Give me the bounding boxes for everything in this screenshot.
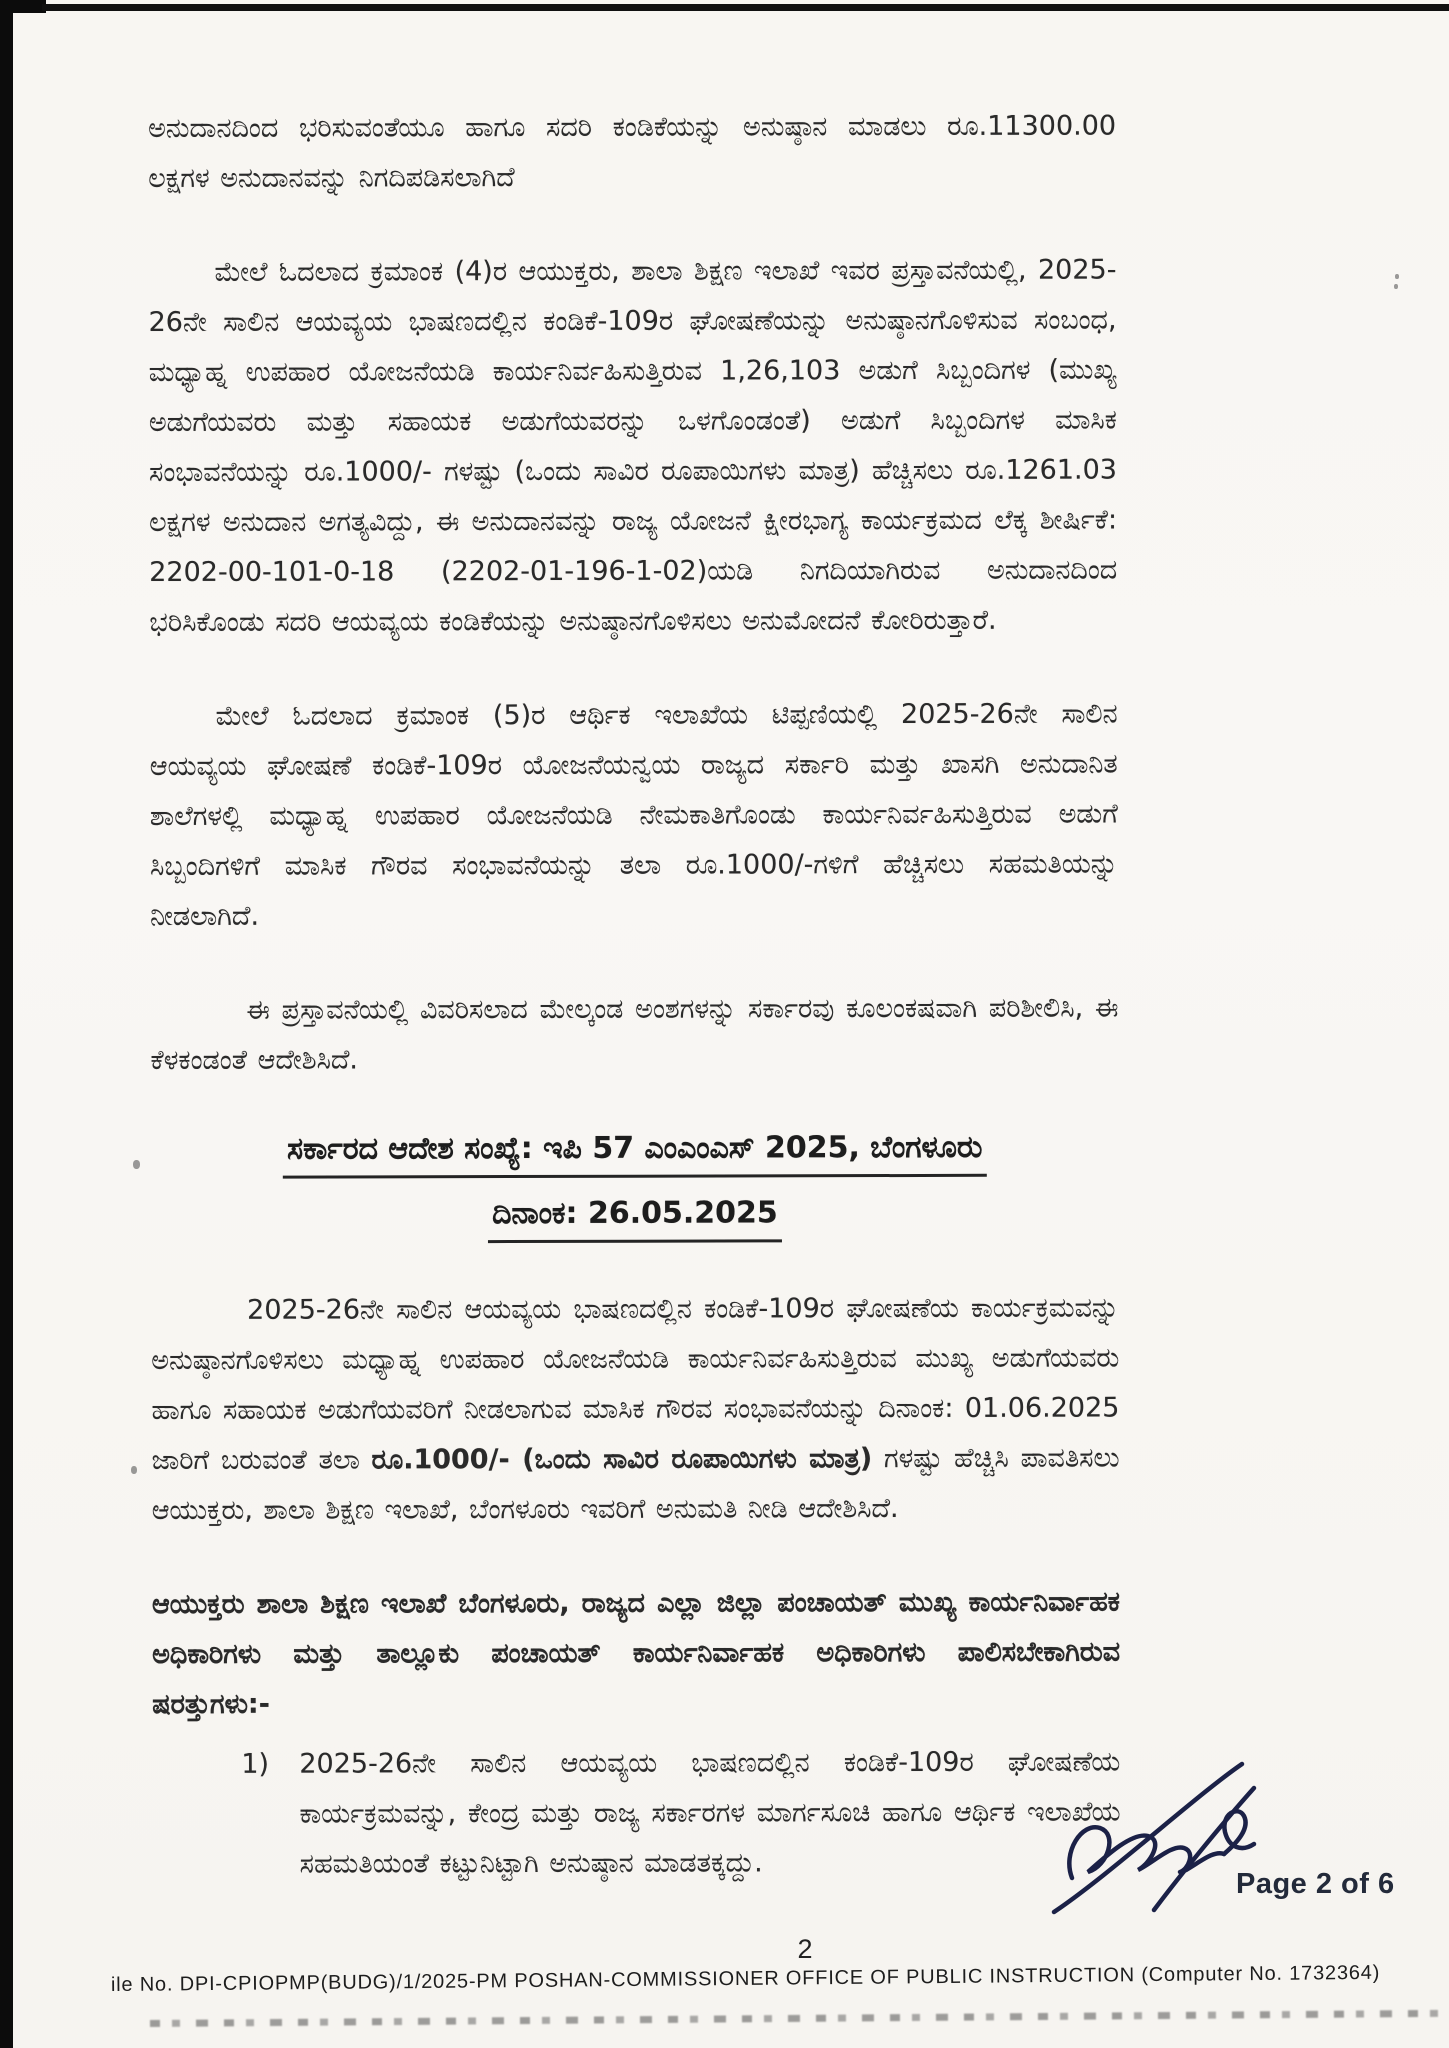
government-order-heading bbox=[151, 1127, 1119, 1244]
condition-item-1 bbox=[152, 1737, 1120, 1890]
order-amount-bold: ರೂ.1000/- (ಒಂದು ಸಾವಿರ ರೂಪಾಯಿಗಳು ಮಾತ್ರ) bbox=[371, 1443, 873, 1476]
paragraph-proposal-ref4: ಮೇಲೆ ಓದಲಾದ ಕ್ರಮಾಂಕ (4)ರ ಆಯುಕ್ತರು, ಶಾಲಾ ಶಿಕ್ಷಣ ಇಲಾಖೆ ಇವರ ಪ್ರಸ್ತಾವನೆಯಲ್ಲಿ, 2025-26ನೇ ಸಾಲಿನ ಆಯವ್ಯಯ ಭಾಷಣದಲ್ಲಿನ ಕಂಡಿಕೆ-109ರ ಘೋಷಣೆಯನ್ನು ಅನುಷ್ಠಾನಗೊಳಿಸುವ ಸಂಬಂಧ, ಮಧ್ಯಾಹ್ನ ಉಪಹಾರ ಯೋಜನೆಯಡಿ ಕಾರ್ಯನಿರ್ವಹಿಸುತ್ತಿರುವ 1,26,103 ಅಡುಗೆ ಸಿಬ್ಬಂದಿಗಳ (ಮುಖ್ಯ ಅಡುಗೆಯವರು ಮತ್ತು ಸಹಾಯಕ ಅಡುಗೆಯವರನ್ನು ಒಳಗೊಂಡಂತೆ) ಅಡುಗೆ ಸಿಬ್ಬಂದಿಗಳ ಮಾಸಿಕ ಸಂಭಾವನೆಯನ್ನು ರೂ.1000/- ಗಳಷ್ಟು (ಒಂದು ಸಾವಿರ ರೂಪಾಯಿಗಳು ಮಾತ್ರ) ಹೆಚ್ಚಿಸಲು ರೂ.1261.03 ಲಕ್ಷಗಳ ಅನುದಾನ ಅಗತ್ಯವಿದ್ದು, ಈ ಅನುದಾನವನ್ನು ರಾಜ್ಯ ಯೋಜನೆ ಕ್ಷೀರಭಾಗ್ಯ ಕಾರ್ಯಕ್ರಮದ ಲೆಕ್ಕ ಶೀರ್ಷಿಕೆ: 2202-00-101-0-18 (2202-01-196-1-02)ಯಡಿ ನಿಗದಿಯಾಗಿರುವ ಅನುದಾನದಿಂದ ಭರಿಸಿಕೊಂಡು ಸದರಿ ಆಯವ್ಯಯ ಕಂಡಿಕೆಯನ್ನು ಅನುಷ್ಠಾನಗೊಳಿಸಲು ಅನುಮೋದನೆ ಕೋರಿರುತ್ತಾರೆ. bbox=[148, 254, 1118, 638]
order-date-line: ದಿನಾಂಕ: 26.05.2025 bbox=[488, 1193, 782, 1243]
page-badge: Page 2 of 6 bbox=[1236, 1868, 1395, 1900]
scan-speck bbox=[1395, 274, 1399, 279]
paragraph-conditions-intro: ಆಯುಕ್ತರು ಶಾಲಾ ಶಿಕ್ಷಣ ಇಲಾಖೆ ಬೆಂಗಳೂರು, ರಾಜ್ಯದ ಎಲ್ಲಾ ಜಿಲ್ಲಾ ಪಂಚಾಯತ್ ಮುಖ್ಯ ಕಾರ್ಯನಿರ್ವಾಹಕ ಅಧಿಕಾರಿಗಳು ಮತ್ತು ತಾಲ್ಲೂಕು ಪಂಚಾಯತ್ ಕಾರ್ಯನಿರ್ವಾಹಕ ಅಧಿಕಾರಿಗಳು ಪಾಲಿಸಬೇಕಾಗಿರುವ ಷರತ್ತುಗಳು:- bbox=[151, 1586, 1121, 1720]
order-number-line: ಸರ್ಕಾರದ ಆದೇಶ ಸಂಖ್ಯೆ: ಇಪಿ 57 ಎಂಎಂಎಸ್ 2025, ಬೆಂಗಳೂರು bbox=[283, 1128, 986, 1179]
scan-speck bbox=[131, 1466, 137, 1474]
order-text-post: ಗಳಷ್ಟು ಹೆಚ್ಚಿಸಿ ಪಾವತಿಸಲು ಆಯುಕ್ತರು, ಶಾಲಾ ಶಿಕ್ಷಣ ಇಲಾಖೆ, ಬೆಂಗಳೂರು ಇವರಿಗೆ ಅನುಮತಿ ನೀಡಿ ಆದೇಶಿಸಿದೆ. bbox=[151, 1442, 1120, 1526]
paragraph-order bbox=[151, 1283, 1120, 1536]
paragraph-finance-ref5: ಮೇಲೆ ಓದಲಾದ ಕ್ರಮಾಂಕ (5)ರ ಆರ್ಥಿಕ ಇಲಾಖೆಯ ಟಿಪ್ಪಣಿಯಲ್ಲಿ 2025-26ನೇ ಸಾಲಿನ ಆಯವ್ಯಯ ಘೋಷಣೆ ಕಂಡಿಕೆ-109ರ ಯೋಜನೆಯನ್ವಯ ರಾಜ್ಯದ ಸರ್ಕಾರಿ ಮತ್ತು ಖಾಸಗಿ ಅನುದಾನಿತ ಶಾಲೆಗಳಲ್ಲಿ ಮಧ್ಯಾಹ್ನ ಉಪಹಾರ ಯೋಜನೆಯಡಿ ನೇಮಕಾತಿಗೊಂಡು ಕಾರ್ಯನಿರ್ವಹಿಸುತ್ತಿರುವ ಅಡುಗೆ ಸಿಬ್ಬಂದಿಗಳಿಗೆ ಮಾಸಿಕ ಗೌರವ ಸಂಭಾವನೆಯನ್ನು ತಲಾ ರೂ.1000/-ಗಳಿಗೆ ಹೆಚ್ಚಿಸಲು ಸಹಮತಿಯನ್ನು ನೀಡಲಾಗಿದೆ. bbox=[149, 698, 1119, 932]
cutoff-footer-line bbox=[150, 2010, 1440, 2027]
paragraph-continuation: ಅನುದಾನದಿಂದ ಭರಿಸುವಂತೆಯೂ ಹಾಗೂ ಸದರಿ ಕಂಡಿಕೆಯನ್ನು ಅನುಷ್ಠಾನ ಮಾಡಲು ರೂ.11300.00 ಲಕ್ಷಗಳ ಅನುದಾನವನ್ನು ನಿಗದಿಪಡಿಸಲಾಗಿದೆ bbox=[148, 110, 1117, 194]
scan-edge-left bbox=[0, 0, 13, 2048]
signature-icon bbox=[1038, 1758, 1308, 1933]
file-reference-footer: ile No. DPI-CPIOPMP(BUDG)/1/2025-PM POSHAN-COMMISSIONER OFFICE OF PUBLIC INSTRUCTION (Computer No. 1732364) bbox=[110, 1961, 1381, 1996]
condition-item-number: 1) bbox=[241, 1748, 270, 1780]
scan-edge-top bbox=[42, 4, 1449, 11]
page-number: 2 bbox=[797, 1934, 813, 1964]
order-text-pre: 2025-26ನೇ ಸಾಲಿನ ಆಯವ್ಯಯ ಭಾಷಣದಲ್ಲಿನ ಕಂಡಿಕೆ-109ರ ಘೋಷಣೆಯ ಕಾರ್ಯಕ್ರಮವನ್ನು ಅನುಷ್ಠಾನಗೊಳಿಸಲು ಮಧ್ಯಾಹ್ನ ಉಪಹಾರ ಯೋಜನೆಯಡಿ ಕಾರ್ಯನಿರ್ವಹಿಸುತ್ತಿರುವ ಮುಖ್ಯ ಅಡುಗೆಯವರು ಹಾಗೂ ಸಹಾಯಕ ಅಡುಗೆಯವರಿಗೆ ನೀಡಲಾಗುವ ಮಾಸಿಕ ಗೌರವ ಸಂಭಾವನೆಯನ್ನು ದಿನಾಂಕ: 01.06.2025 ಜಾರಿಗೆ ಬರುವಂತೆ ತಲಾ bbox=[151, 1292, 1120, 1476]
scan-speck bbox=[1394, 284, 1398, 289]
document-body bbox=[148, 101, 1121, 1890]
condition-item-text: 2025-26ನೇ ಸಾಲಿನ ಆಯವ್ಯಯ ಭಾಷಣದಲ್ಲಿನ ಕಂಡಿಕೆ-109ರ ಘೋಷಣೆಯ ಕಾರ್ಯಕ್ರಮವನ್ನು, ಕೇಂದ್ರ ಮತ್ತು ರಾಜ್ಯ ಸರ್ಕಾರಗಳ ಮಾರ್ಗಸೂಚಿ ಹಾಗೂ ಆರ್ಥಿಕ ಇಲಾಖೆಯ ಸಹಮತಿಯಂತೆ ಕಟ್ಟುನಿಟ್ಟಾಗಿ ಅನುಷ್ಠಾನ ಮಾಡತಕ್ಕದ್ದು. bbox=[299, 1746, 1121, 1880]
paragraph-preamble: ಈ ಪ್ರಸ್ತಾವನೆಯಲ್ಲಿ ವಿವರಿಸಲಾದ ಮೇಲ್ಕಂಡ ಅಂಶಗಳನ್ನು ಸರ್ಕಾರವು ಕೂಲಂಕಷವಾಗಿ ಪರಿಶೀಲಿಸಿ, ಈ ಕೆಳಕಂಡಂತೆ ಆದೇಶಿಸಿದೆ. bbox=[150, 992, 1119, 1076]
scan-speck bbox=[133, 1160, 140, 1169]
scan-corner-notch bbox=[0, 0, 46, 13]
